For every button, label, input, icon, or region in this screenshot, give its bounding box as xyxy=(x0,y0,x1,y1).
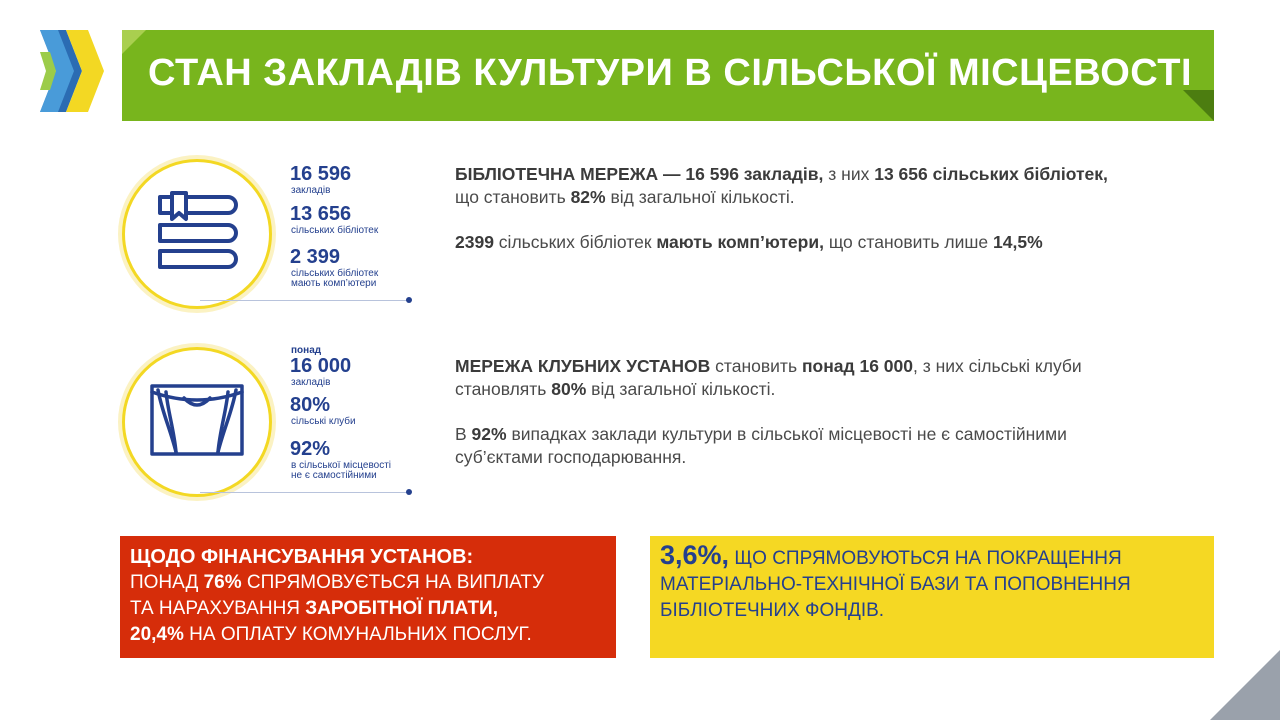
logo-chevrons-icon xyxy=(36,30,106,112)
rural-libraries-value: 13 656 xyxy=(290,203,352,225)
computers-value: 2 399 xyxy=(290,246,341,268)
improvement-line-1: 3,6%, ЩО СПРЯМОВУЮТЬСЯ НА ПОКРАЩЕННЯ xyxy=(660,540,1122,570)
computers-caption-line2: мають комп’ютери xyxy=(291,278,377,289)
improvement-box xyxy=(650,536,1214,658)
financing-line-2: ПОНАД 76% СПРЯМОВУЄТЬСЯ НА ВИПЛАТУ xyxy=(130,572,545,593)
rural-libraries-caption: сільських бібліотек xyxy=(291,225,379,236)
clubs-total-caption: закладів xyxy=(291,377,331,388)
clubs-paragraph-2: В 92% випадках заклади культури в сільської місцевості не є самостійними суб’єктами господарювання. xyxy=(455,424,1067,467)
rural-clubs-value: 80% xyxy=(290,394,331,416)
clubs-total-value: 16 000 xyxy=(290,355,352,377)
libraries-paragraph-2: 2399 сільських бібліотек мають комп’ютери, що становить лише 14,5% xyxy=(455,232,1043,252)
not-independent-caption-line1: в сільської місцевості xyxy=(291,460,392,471)
libraries-total-caption: закладів xyxy=(291,185,331,196)
financing-line-4: 20,4% НА ОПЛАТУ КОМУНАЛЬНИХ ПОСЛУГ. xyxy=(130,624,532,645)
clubs-divider xyxy=(200,492,408,493)
improvement-line-2: МАТЕРІАЛЬНО-ТЕХНІЧНОЇ БАЗИ ТА ПОПОВНЕННЯ xyxy=(660,574,1131,595)
clubs-divider-dot xyxy=(406,489,412,495)
computers-caption-line1: сільських бібліотек xyxy=(291,268,379,279)
libraries-total-value: 16 596 xyxy=(290,163,352,185)
libraries-divider xyxy=(200,300,408,301)
libraries-paragraph-1: БІБЛІОТЕЧНА МЕРЕЖА — 16 596 закладів, з них 13 656 сільських бібліотек, що становить 82% від загальної кількості. xyxy=(455,164,1108,207)
not-independent-caption-line2: не є самостійними xyxy=(291,470,377,481)
books-icon xyxy=(152,189,242,277)
financing-box xyxy=(120,536,616,658)
financing-heading: ЩОДО ФІНАНСУВАННЯ УСТАНОВ: xyxy=(130,546,474,568)
rural-clubs-caption: сільські клуби xyxy=(291,416,356,427)
clubs-prefix: понад xyxy=(291,345,322,356)
financing-line-3: ТА НАРАХУВАННЯ ЗАРОБІТНОЇ ПЛАТИ, xyxy=(130,598,498,619)
page-title: СТАН ЗАКЛАДІВ КУЛЬТУРИ В СІЛЬСЬКОЇ МІСЦЕВОСТІ xyxy=(148,52,1193,94)
banner-corner-accent xyxy=(122,30,146,54)
improvement-line-3: БІБЛІОТЕЧНИХ ФОНДІВ. xyxy=(660,600,885,621)
corner-accent xyxy=(1210,650,1280,720)
clubs-paragraph-1: МЕРЕЖА КЛУБНИХ УСТАНОВ становить понад 16 000, з них сільські клуби становлять 80% від загальної кількості. xyxy=(455,356,1082,399)
not-independent-value: 92% xyxy=(290,438,331,460)
libraries-divider-dot xyxy=(406,297,412,303)
theatre-curtain-icon xyxy=(148,382,246,458)
